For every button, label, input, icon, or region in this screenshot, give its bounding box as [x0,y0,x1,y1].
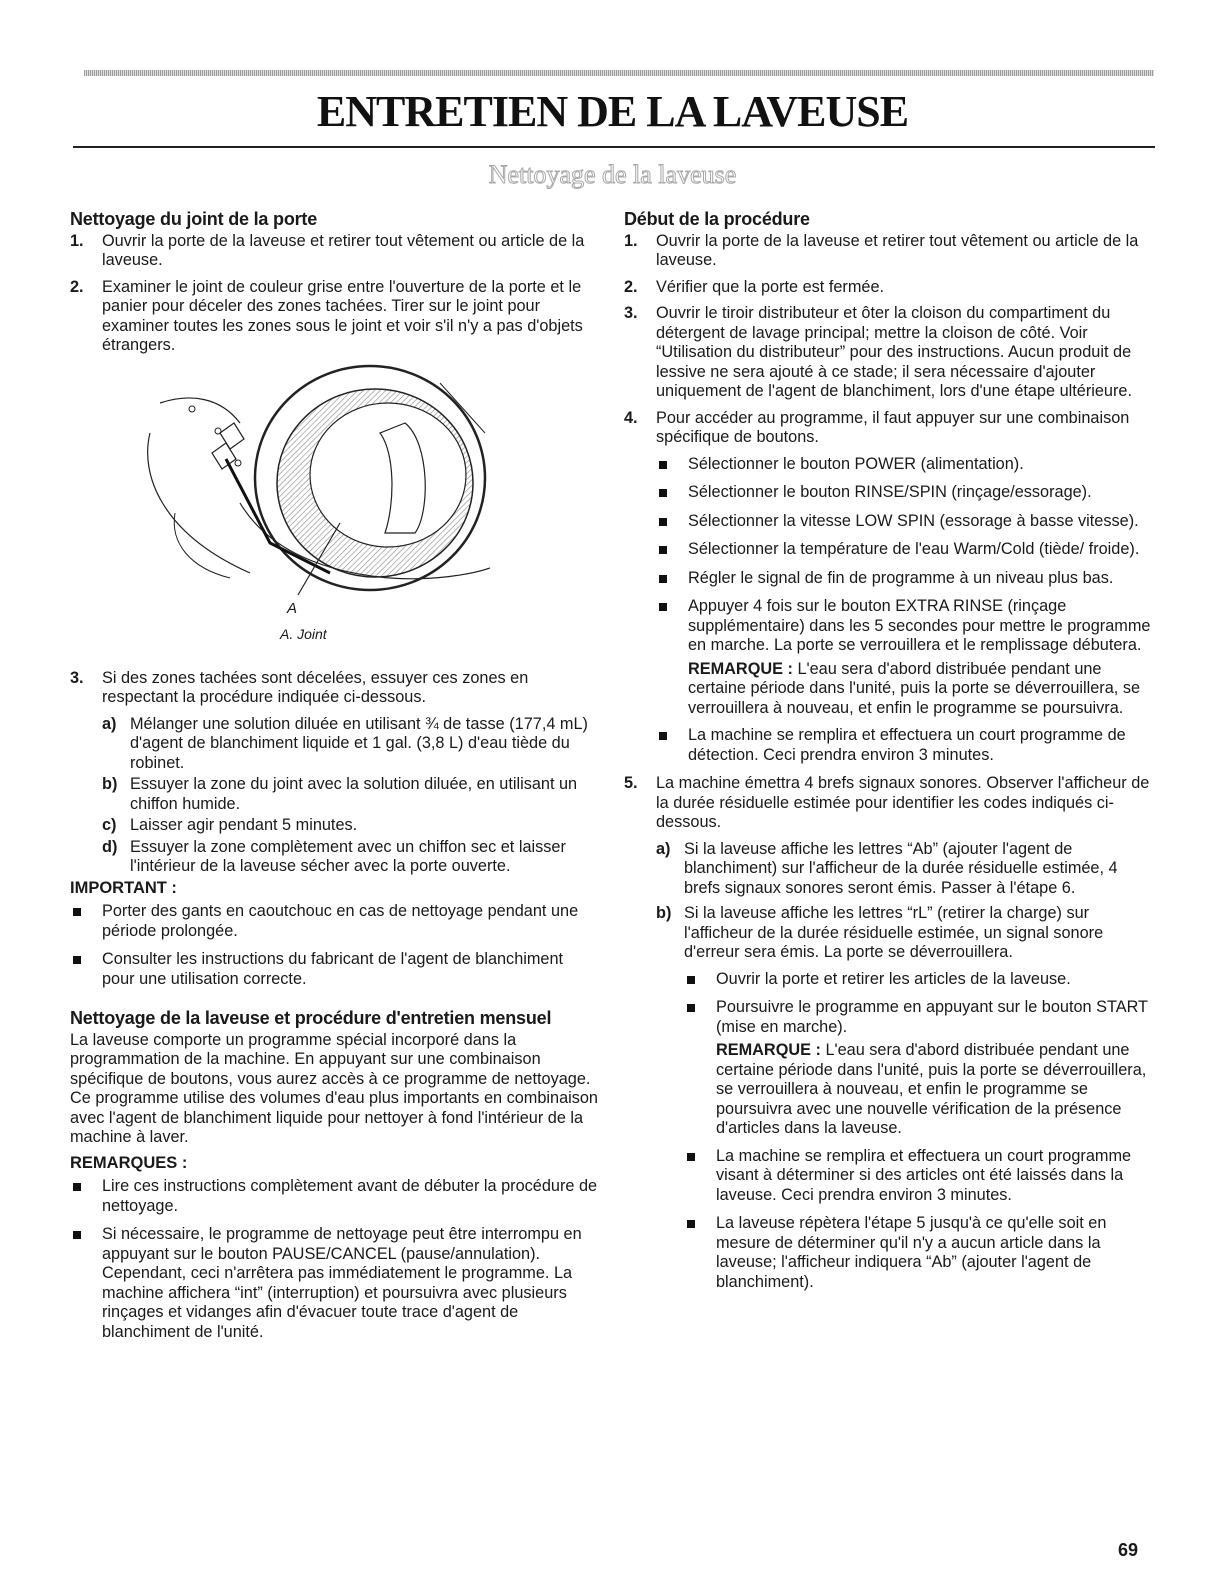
bullet-item: La laveuse répètera l'étape 5 jusqu'à ce qu'elle soit en mesure de déterminer qu'il n'y a aucun article dans la laveuse; l'afficheur indiquera “Ab” (ajouter l'agent de blanchiment). [684,1214,1154,1292]
bullet-item: Poursuivre le programme en appuyant sur le bouton START (mise en marche). [684,998,1154,1037]
right-column [624,210,1154,1301]
sub-list-item: b) Essuyer la zone du joint avec la solution diluée, en utilisant un chiffon humide. [102,775,578,813]
bullet-item: La machine se remplira et effectuera un court programme de détection. Ceci prendra environ 3 minutes. [656,726,1154,765]
remarques-label: REMARQUES : [70,1153,188,1172]
bullet-item: Régler le signal de fin de programme à un niveau plus bas. [656,569,1154,589]
list-item: 1. Ouvrir la porte de la laveuse et retirer tout vêtement ou article de la laveuse. [624,231,1139,269]
list-item: 3. Ouvrir le tiroir distributeur et ôter la cloison du compartiment du détergent de lavage principal; mettre la cloison de côté. Voir “Utilisation du distributeur” pour des instructions. Aucun produit de lessive ne sera ajouté à ce stade; il sera nécessaire d'ajouter uniquement de l'agent de blanchiment, lors d'une étape ultérieure. [624,304,1132,400]
figure-caption: A. Joint [280,625,327,642]
bullet-item: La machine se remplira et effectuera un court programme visant à déterminer si des articles ont été laissés dans la laveuse. Ceci prendra environ 3 minutes. [684,1147,1154,1206]
door-seal-illustration [70,363,598,663]
monthly-maintenance-heading: Nettoyage de la laveuse et procédure d'entretien mensuel [70,1008,552,1028]
procedure-start-heading: Début de la procédure [624,209,810,229]
list-item: 2. Examiner le joint de couleur grise entre l'ouverture de la porte et le panier pour déceler des zones tachées. Tirer sur le joint pour examiner toutes les zones sous le joint et voir s'il n'y a pas d'objets étrangers. [70,277,583,354]
title-rule [73,146,1155,148]
remarque-note: REMARQUE : L'eau sera d'abord distribuée pendant une certaine période dans l'unité, puis la porte se déverrouillera, se verrouillera à nouveau, et enfin le programme se poursuivra avec une nouvelle vérification de la présence d'articles dans la laveuse. [716,1041,1147,1137]
important-label: IMPORTANT : [70,878,177,897]
washer-door-seal-drawing [130,363,490,603]
sub-list-item: d) Essuyer la zone complètement avec un chiffon sec et laisser l'intérieur de la laveuse sécher avec la porte ouverte. [102,837,566,875]
bullet-item: Lire ces instructions complètement avant de débuter la procédure de nettoyage. [70,1177,598,1216]
sub-list-item: c) Laisser agir pendant 5 minutes. [102,816,358,834]
bullet-item: Sélectionner la vitesse LOW SPIN (essorage à basse vitesse). [656,512,1154,532]
header-decorative-bar [84,70,1154,76]
bullet-item: Sélectionner le bouton RINSE/SPIN (rinçage/essorage). [656,483,1154,503]
list-item: 5. La machine émettra 4 brefs signaux sonores. Observer l'afficheur de la durée résiduelle estimée pour identifier les codes indiqués ci-dessous. [624,774,1150,831]
list-item: 3. Si des zones tachées sont décelées, essuyer ces zones en respectant la procédure indiquée ci-dessous. [70,668,529,706]
left-column [70,210,598,1351]
sub-list-item: a) Si la laveuse affiche les lettres “Ab” (ajouter l'agent de blanchiment) sur l'afficheur de la durée résiduelle estimée, 4 brefs signaux sonores seront émis. Passer à l'étape 6. [656,839,1118,897]
section-subtitle: Nettoyage de la laveuse [488,160,737,189]
bullet-item: Si nécessaire, le programme de nettoyage peut être interrompu en appuyant sur le bouton PAUSE/CANCEL (pause/annulation). Cependant, ceci n'arrêtera pas immédiatement le programme. La machine affichera “int” (interruption) et poursuivra avec plusieurs rinçages et vidanges afin d'évacuer toute trace d'agent de blanchiment de l'unité. [70,1225,598,1342]
list-item: 4. Pour accéder au programme, il faut appuyer sur une combinaison spécifique de boutons. [624,408,1130,446]
list-item: 2. Vérifier que la porte est fermée. [624,277,885,296]
bullet-item: Ouvrir la porte et retirer les articles de la laveuse. [684,970,1154,990]
remarque-note: REMARQUE : L'eau sera d'abord distribuée pendant une certaine période dans l'unité, puis la porte se déverrouillera, se verrouillera à nouveau, et enfin le programme se poursuivra. [688,659,1141,717]
bullet-item: Appuyer 4 fois sur le bouton EXTRA RINSE (rinçage supplémentaire) dans les 5 secondes pour mettre le programme en marche. La porte se verrouillera et le remplissage débutera. [656,597,1154,656]
sub-list-item: b) Si la laveuse affiche les lettres “rL” (retirer la charge) sur l'afficheur de la durée résiduelle estimée, un signal sonore d'erreur sera émis. La porte se déverrouillera. [656,904,1104,961]
bullet-item: Sélectionner le bouton POWER (alimentation). [656,455,1154,475]
monthly-maintenance-paragraph: La laveuse comporte un programme spécial incorporé dans la programmation de la machine. En appuyant sur une combinaison spécifique de boutons, vous aurez accès à ce programme de nettoyage. Ce programme utilise des volumes d'eau plus importants en combinaison avec l'agent de blanchiment liquide pour nettoyer à fond l'intérieur de la machine à laver. [70,1030,598,1146]
page-number: 69 [1118,1540,1139,1560]
bullet-item: Sélectionner la température de l'eau Warm/Cold (tiède/ froide). [656,540,1154,560]
bullet-item: Consulter les instructions du fabricant de l'agent de blanchiment pour une utilisation correcte. [70,950,598,989]
list-item: 1. Ouvrir la porte de la laveuse et retirer tout vêtement ou article de la laveuse. [70,231,585,269]
page-title: ENTRETIEN DE LA LAVEUSE [316,87,909,136]
door-seal-heading: Nettoyage du joint de la porte [70,209,318,229]
figure-callout-label: A [287,599,298,617]
sub-list-item: a) Mélanger une solution diluée en utilisant ¾ de tasse (177,4 mL) d'agent de blanchiment liquide et 1 gal. (3,8 L) d'eau tiède du robinet. [102,714,588,772]
bullet-item: Porter des gants en caoutchouc en cas de nettoyage pendant une période prolongée. [70,902,598,941]
